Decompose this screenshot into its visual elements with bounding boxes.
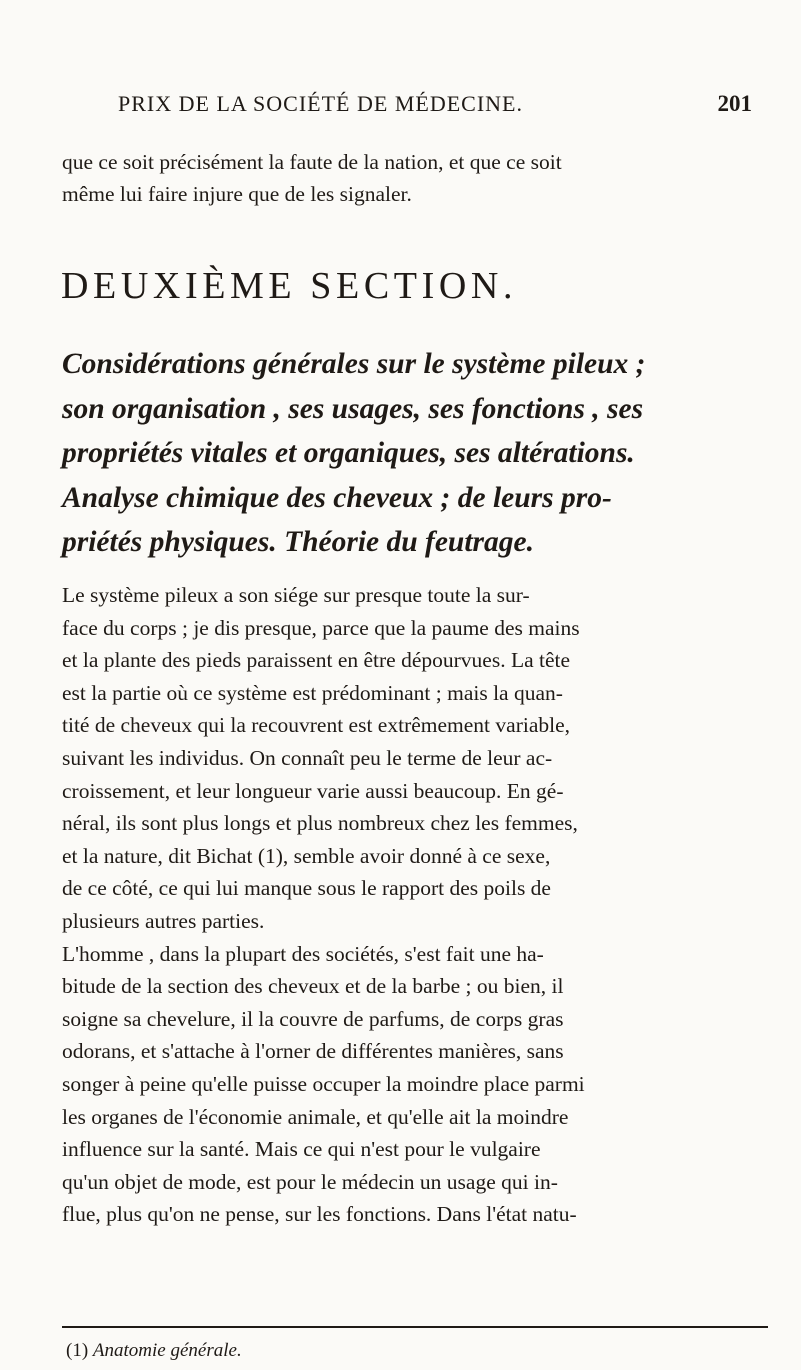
body-line: tité de cheveux qui la recouvrent est extrêmement variable,	[62, 713, 571, 738]
body-line: néral, ils sont plus longs et plus nombreux chez les femmes,	[62, 811, 578, 836]
body-line: suivant les individus. On connaît peu le terme de leur ac-	[62, 745, 553, 770]
body-line: les organes de l'économie animale, et qu'elle ait la moindre	[62, 1104, 569, 1129]
intro-paragraph	[62, 146, 762, 210]
body-line: flue, plus qu'on ne pense, sur les fonctions. Dans l'état natu-	[62, 1202, 577, 1227]
body-line: songer à peine qu'elle puisse occuper la moindre place parmi	[62, 1071, 585, 1096]
footnote-text: Anatomie générale.	[92, 1340, 242, 1361]
footnote-marker: (1)	[66, 1340, 89, 1361]
footnote-rule	[62, 1326, 768, 1328]
body-line: Le système pileux a son siége sur presque toute la sur-	[62, 583, 530, 607]
intro-line: même lui faire injure que de les signaler.	[62, 182, 412, 206]
body-line: odorans, et s'attache à l'orner de différentes manières, sans	[62, 1039, 564, 1064]
section-title: DEUXIÈME SECTION.	[61, 265, 518, 307]
subtitle-line: propriétés vitales et organiques, ses altérations.	[62, 437, 635, 469]
subtitle-line: Analyse chimique des cheveux ; de leurs pro-	[62, 481, 612, 514]
body-line: soigne sa chevelure, il la couvre de parfums, de corps gras	[62, 1006, 564, 1031]
subtitle-line: son organisation , ses usages, ses fonctions , ses	[62, 392, 644, 425]
body-line: plusieurs autres parties.	[62, 908, 265, 933]
body-line: est la partie où ce système est prédominant ; mais la quan-	[62, 680, 563, 705]
body-line: face du corps ; je dis presque, parce que la paume des mains	[62, 615, 580, 640]
running-title: PRIX DE LA SOCIÉTÉ DE MÉDECINE.	[118, 91, 523, 116]
body-text	[62, 579, 782, 1231]
body-line: croissement, et leur longueur varie aussi beaucoup. En gé-	[62, 778, 564, 803]
body-line: et la nature, dit Bichat (1), semble avoir donné à ce sexe,	[62, 843, 551, 868]
section-subtitle	[62, 342, 782, 565]
body-line: bitude de la section des cheveux et de la barbe ; ou bien, il	[62, 974, 564, 999]
running-head	[112, 91, 752, 119]
body-line: influence sur la santé. Mais ce qui n'est pour le vulgaire	[62, 1137, 541, 1162]
subtitle-line: priétés physiques. Théorie du feutrage.	[62, 526, 534, 558]
intro-line: que ce soit précisément la faute de la nation, et que ce soit	[62, 150, 562, 174]
body-line: L'homme , dans la plupart des sociétés, s'est fait une ha-	[62, 941, 544, 966]
body-line: qu'un objet de mode, est pour le médecin un usage qui in-	[62, 1169, 558, 1194]
page-number: 201	[717, 91, 752, 116]
footnote	[66, 1340, 666, 1362]
body-line: de ce côté, ce qui lui manque sous le rapport des poils de	[62, 876, 551, 901]
subtitle-line: Considérations générales sur le système pileux ;	[62, 348, 646, 380]
body-line: et la plante des pieds paraissent en être dépourvues. La tête	[62, 648, 571, 673]
